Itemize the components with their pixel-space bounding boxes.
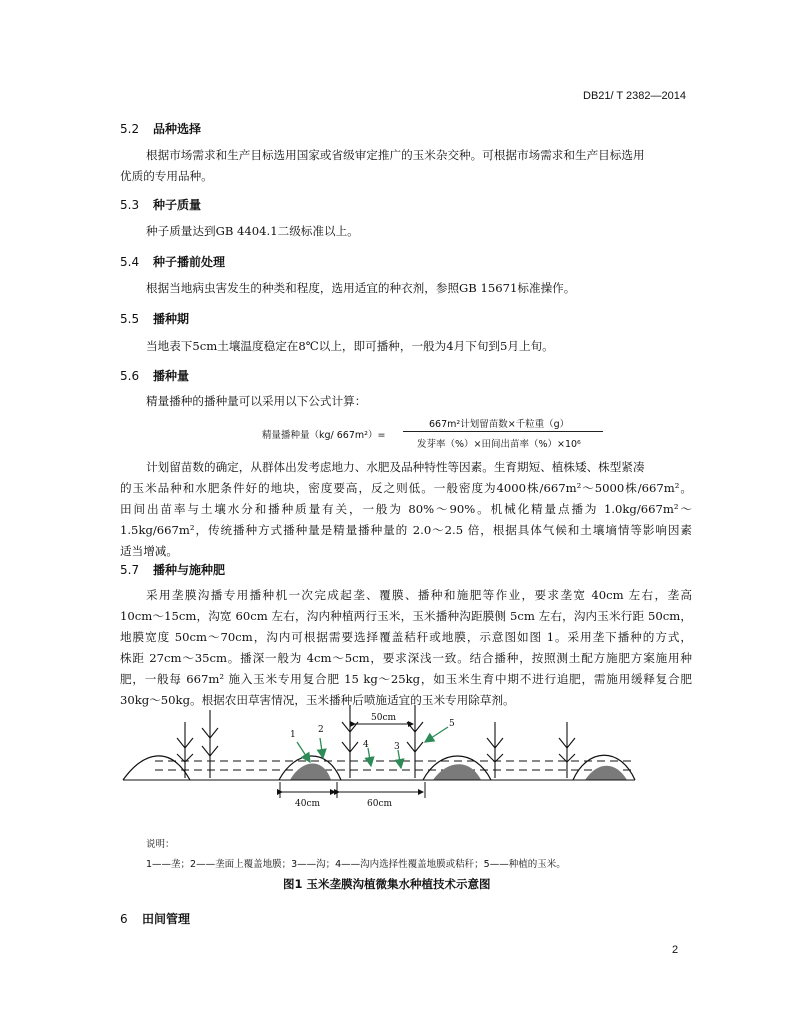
- figure-legend: 1——垄；2——垄面上覆盖地膜；3——沟；4——沟内选择性覆盖地膜或秸秆；5——种植的玉米。: [146, 859, 566, 870]
- label-3: 3: [394, 742, 400, 752]
- section-5-6-heading: [120, 367, 189, 384]
- page-number: 2: [672, 944, 679, 956]
- section-5-6-line-5: 适当增减。: [120, 544, 178, 558]
- ridge-middle-2: [423, 756, 491, 780]
- ridge-left: [123, 756, 190, 780]
- section-number: 5.7: [120, 563, 140, 577]
- label-5: 5: [449, 719, 455, 729]
- figure-caption: 图1 玉米垄膜沟植微集水种植技术示意图: [283, 877, 491, 891]
- section-title: 品种选择: [153, 122, 202, 136]
- section-5-4-text: 根据当地病虫害发生的种类和程度，选用适宜的种衣剂，参照GB 15671标准操作。: [146, 281, 576, 295]
- standard-code: DB21/ T 2382—2014: [583, 90, 686, 102]
- section-5-7-line-6: 30kg～50kg。根据农田草害情况，玉米播种后喷施适宜的玉米专用除草剂。: [120, 693, 515, 707]
- section-number: 5.5: [120, 312, 140, 326]
- section-5-6-line-2: 的玉米品种和水肥条件好的地块，密度要高，反之则低。一般密度为4000株/667m²～5000株/667m²。: [120, 481, 692, 495]
- section-5-2-line-1: 根据市场需求和生产目标选用国家或省级审定推广的玉米杂交种。可根据市场需求和生产目标选用: [146, 148, 645, 162]
- section-title: 播种与施种肥: [153, 563, 226, 577]
- section-5-3-text: 种子质量达到GB 4404.1二级标准以上。: [146, 224, 359, 238]
- corn-plant: [202, 710, 218, 778]
- section-5-6-line-3: 田间出苗率与土壤水分和播种质量有关，一般为 80%～90%。机械化精量点播为 1.0kg/667m²～: [120, 502, 692, 516]
- section-title: 种子质量: [153, 198, 202, 212]
- figure-note-title: 说明：: [146, 839, 175, 850]
- label-1: 1: [290, 730, 296, 740]
- label-2: 2: [318, 725, 324, 735]
- dimension-60cm-label: 60cm: [367, 799, 393, 809]
- section-5-7-line-2: 10cm～15cm，沟宽 60cm 左右，沟内种植两行玉米，玉米播种沟距膜侧 5cm 左右，沟内玉米行距 50cm，: [120, 609, 692, 623]
- section-5-6-intro: 精量播种的播种量可以采用以下公式计算：: [146, 394, 367, 408]
- dimension-50cm-label: 50cm: [371, 713, 397, 723]
- section-5-2-line-2: 优质的专用品种。: [120, 169, 213, 183]
- corn-plant: [407, 705, 423, 778]
- section-number: 5.2: [120, 122, 140, 136]
- section-number: 6: [120, 912, 128, 926]
- formula-lhs: 精量播种量（kg/ 667m²）=: [262, 430, 386, 441]
- corn-plant: [177, 722, 193, 778]
- section-5-5-heading: [120, 310, 189, 327]
- section-5-3-heading: [120, 196, 201, 213]
- section-5-6-line-4: 1.5kg/667m²，传统播种方式播种量是精量播种量的 2.0～2.5 倍，根据具体气候和土壤墒情等影响因素: [120, 523, 692, 537]
- section-5-6-line-1: 计划留苗数的确定，从群体出发考虑地力、水肥及品种特性等因素。生育期短、植株矮、株型紧凑: [146, 460, 645, 474]
- section-6-heading: [120, 910, 190, 927]
- label-4: 4: [363, 740, 369, 750]
- formula-numerator: 667m²计划留苗数×千粒重（g）: [429, 419, 570, 430]
- section-number: 5.4: [120, 255, 140, 269]
- ridge-middle-1: [279, 756, 341, 780]
- section-title: 田间管理: [142, 912, 191, 926]
- section-5-7-line-4: 株距 27cm～35cm。播深一般为 4cm～5cm，要求深浅一致。结合播种，按照测土配方施肥方案施用种: [120, 651, 692, 665]
- section-number: 5.6: [120, 369, 140, 383]
- section-number: 5.3: [120, 198, 140, 212]
- section-title: 播种量: [153, 369, 190, 383]
- formula-fraction-bar: [403, 431, 603, 432]
- formula-denominator: 发芽率（%）×田间出苗率（%）×10⁶: [417, 439, 581, 450]
- ridge-right: [573, 755, 635, 780]
- section-5-5-text: 当地表下5cm土壤温度稳定在8℃以上，即可播种，一般为4月下旬到5月上旬。: [146, 339, 554, 353]
- section-5-7-heading: [120, 561, 225, 578]
- section-5-2-heading: [120, 120, 201, 137]
- section-5-7-line-5: 肥，一般每 667m² 施入玉米专用复合肥 15 kg～25kg，如玉米生育中期不进行追肥，需施用缓释复合肥: [120, 672, 692, 686]
- section-5-7-line-1: 采用垄膜沟播专用播种机一次完成起垄、覆膜、播种和施肥等作业，要求垄宽 40cm 左右，垄高: [146, 588, 692, 602]
- mulch-dashed-lines: [155, 761, 635, 770]
- section-5-7-line-3: 地膜宽度 50cm～70cm，沟内可根据需要选择覆盖秸秆或地膜，示意图如图 1。采用垄下播种的方式，: [120, 630, 692, 644]
- section-title: 播种期: [153, 312, 190, 326]
- dimension-bottom: [280, 782, 425, 798]
- section-title: 种子播前处理: [153, 255, 226, 269]
- figure-1-diagram: [115, 700, 660, 810]
- section-5-4-heading: [120, 253, 225, 270]
- dimension-40cm-label: 40cm: [295, 799, 321, 809]
- corn-plant: [342, 705, 358, 778]
